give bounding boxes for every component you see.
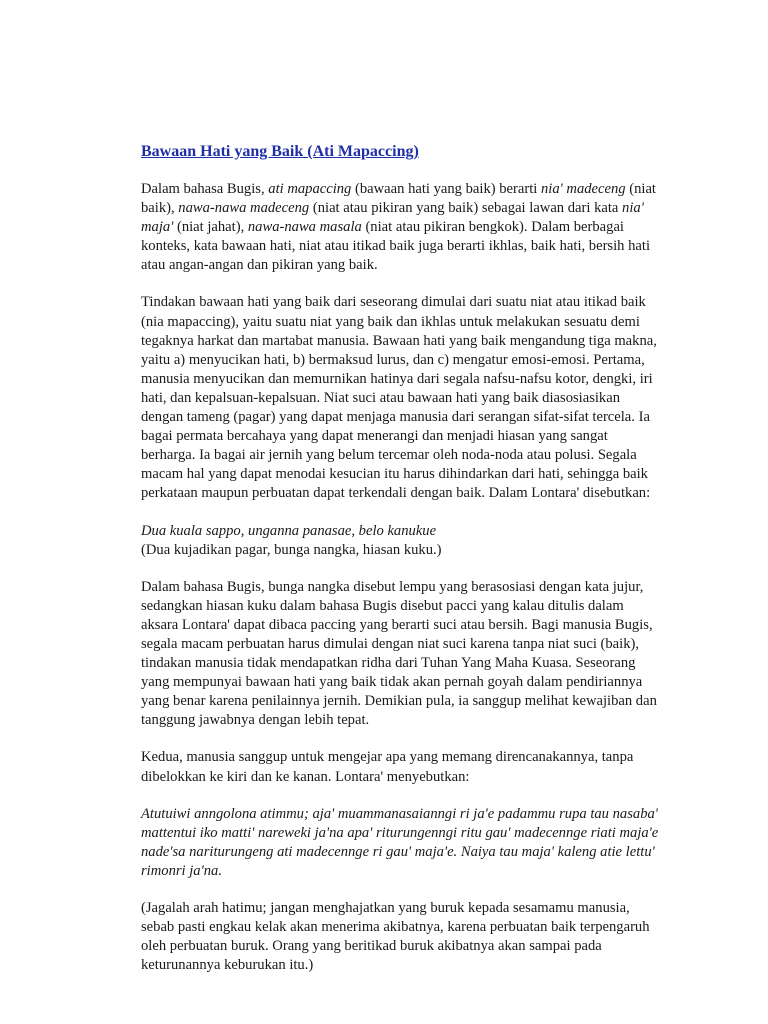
- p1-term-ati-mapaccing: ati mapaccing: [268, 181, 352, 197]
- p1-text-e: (niat baik),: [141, 181, 656, 217]
- lontara-quote-1: [141, 522, 661, 560]
- paragraph-4: Kedua, manusia sanggup untuk mengejar apa yang memang direncanakannya, tanpa dibelokkan ke kiri dan ke kanan. Lontara' menyebutkan:: [141, 749, 634, 785]
- p1-term-nawa-nawa-madeceng: nawa-nawa madeceng: [178, 200, 310, 217]
- quote-2-original: Atutuiwi anngolona atimmu; aja' muammanasaianngi ri ja'e padammu rupa tau nasaba' mattentui iko matti' nareweki ja'na apa' riturungenngi ritu gau' madecennge riati maja'e nade'sa nariturungeng ati madecennge ri gau' maja'e. Naiya tau maja' kaleng atie lettu' rimonri ja'na.: [141, 805, 659, 879]
- lontara-quote-2: [141, 805, 661, 881]
- p1-text-g: (niat atau pikiran yang baik) sebagai lawan dari kata: [309, 200, 623, 217]
- paragraph-3: Dalam bahasa Bugis, bunga nangka disebut lempu yang berasosiasi dengan kata jujur, sedangkan hiasan kuku dalam bahasa Bugis disebut pacci yang kalau ditulis dalam aksara Lontara' dapat dibaca paccing yang berarti suci atau bersih. Bagi manusia Bugis, segala macam perbuatan harus dimulai dengan niat suci karena tanpa niat suci (baik), tindakan manusia tidak mendapatkan ridha dari Tuhan Yang Maha Kuasa. Seseorang yang mempunyai bawaan hati yang baik tidak akan pernah goyah dalam pendiriannya yang benar karena penilainnya jernih. Demikian pula, ia sanggup melihat kewajiban dan tanggung jawabnya dengan lebih tepat.: [141, 578, 657, 729]
- paragraph-5-translation: (Jagalah arah hatimu; jangan menghajatkan yang buruk kepada sesamamu manusia, sebab pasti engkau kelak akan menerima akibatnya, karena perbuatan baik terpengaruh oleh perbuatan buruk. Orang yang beritikad buruk akibatnya akan sampai pada keturunannya keburukan itu.): [141, 900, 650, 974]
- p1-text-c: (bawaan hati yang baik) berarti: [351, 181, 541, 197]
- p1-term-nawa-nawa-masala: nawa-nawa masala: [247, 219, 362, 236]
- p1-text-i: (niat jahat),: [173, 219, 248, 236]
- document-title-link[interactable]: Bawaan Hati yang Baik (Ati Mapaccing): [141, 143, 419, 160]
- paragraph-2: Tindakan bawaan hati yang baik dari seseorang dimulai dari suatu niat atau itikad baik (nia mapaccing), yaitu suatu niat yang baik dan ikhlas untuk melakukan sesuatu demi tegaknya harkat dan martabat manusia. Bawaan hati yang baik mengandung tiga makna, yaitu a) menyucikan hati, b) bermaksud lurus, dan c) mengatur emosi-emosi. Pertama, manusia menyucikan dan memurnikan hatinya dari segala nafsu-nafsu kotor, dengki, iri hati, dan kepalsuan-kepalsuan. Niat suci atau bawaan hati yang baik diasosiasikan dengan tameng (pagar) yang dapat menjaga manusia dari serangan sifat-sifat tercela. Ia bagai permata bercahaya yang dapat menerangi dan menjadi hiasan yang sangat berharga. Ia bagai air jernih yang belum tercemar oleh noda-noda atau polusi. Segala macam hal yang dapat menodai kesucian itu harus dihindarkan dari hati, sehingga baik perkataan maupun perbuatan dapat terkendali dengan baik. Dalam Lontara' disebutkan:: [141, 294, 657, 502]
- quote-1-original: Dua kuala sappo, unganna panasae, belo kanukue: [141, 522, 437, 539]
- p1-term-nia-maja: nia' maja': [141, 200, 644, 236]
- p1-text-a: Dalam bahasa Bugis,: [141, 181, 269, 197]
- document-page: [141, 142, 661, 993]
- quote-1-translation: (Dua kujadikan pagar, bunga nangka, hiasan kuku.): [141, 541, 442, 558]
- p1-text-k: (niat atau pikiran bengkok). Dalam berbagai konteks, kata bawaan hati, niat atau itikad baik juga berarti ikhlas, baik hati, bersih hati atau angan-angan dan pikiran yang baik.: [141, 219, 650, 274]
- paragraph-1: [141, 180, 661, 275]
- p1-term-nia-madeceng: nia' madeceng: [541, 181, 626, 197]
